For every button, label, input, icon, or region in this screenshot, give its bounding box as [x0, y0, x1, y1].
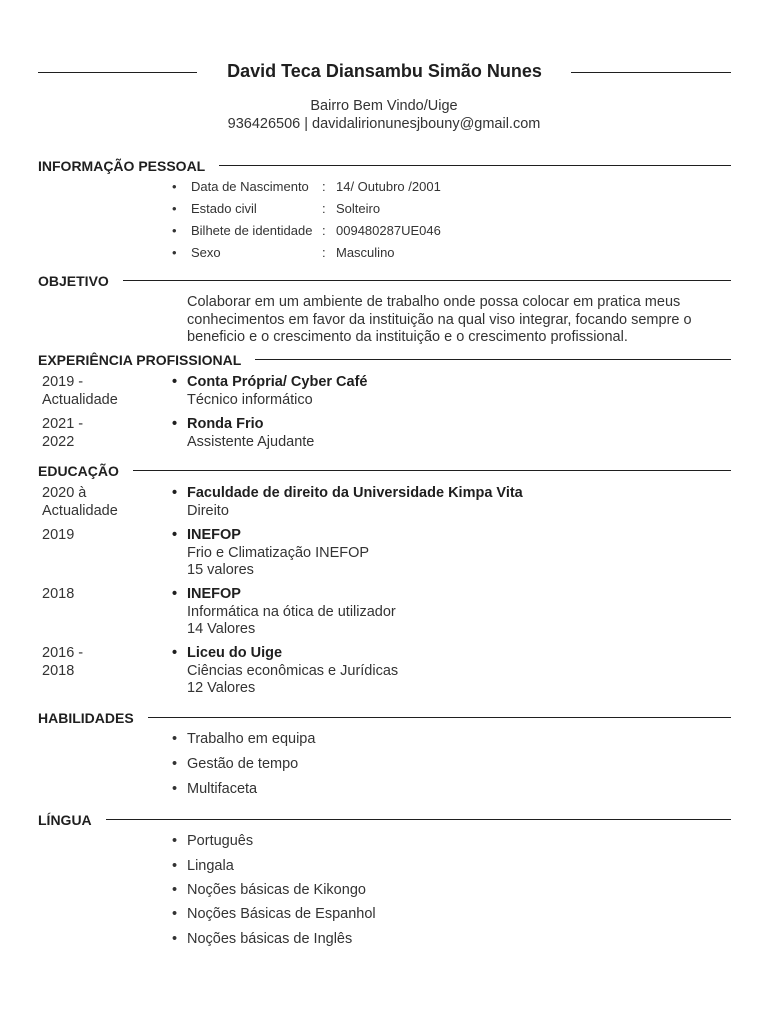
language-text: Português [187, 833, 254, 849]
language-text: Noções básicas de Inglês [187, 931, 353, 947]
period-start: 2018 [42, 586, 75, 602]
experience-period [42, 416, 152, 451]
bullet: • [172, 527, 178, 543]
section-title: HABILIDADES [38, 709, 148, 727]
bullet: • [172, 858, 178, 874]
education-period [42, 586, 152, 604]
period-start: 2021 - [42, 416, 84, 432]
entry-grade: 12 Valores [187, 680, 256, 696]
skill-text: Gestão de tempo [187, 756, 299, 772]
entry-title: Conta Própria/ Cyber Café [187, 374, 368, 390]
skill-text: Multifaceta [187, 781, 258, 797]
bullet: • [172, 223, 177, 238]
period-start: 2019 [42, 527, 75, 543]
entry-title: Liceu do Uige [187, 645, 283, 661]
bullet: • [172, 731, 178, 747]
period-start: 2016 - [42, 645, 84, 661]
bullet: • [172, 179, 177, 194]
period-end: Actualidade [42, 502, 118, 519]
colon: : [322, 179, 326, 194]
bullet: • [172, 645, 178, 661]
entry-detail: Direito [187, 502, 229, 519]
skill-text: Trabalho em equipa [187, 731, 316, 747]
period-end: 2018 [42, 662, 75, 679]
section-skills [38, 709, 731, 727]
info-label: Data de Nascimento [191, 179, 309, 194]
section-title: EXPERIÊNCIA PROFISSIONAL [38, 351, 255, 369]
contact-line[interactable]: 936426506 | davidalirionunesjbouny@gmail.com [227, 116, 541, 132]
experience-period [42, 374, 152, 409]
section-personal [38, 157, 731, 175]
entry-detail: Informática na ótica de utilizador [187, 603, 396, 620]
entry-title: INEFOP [187, 527, 241, 543]
bullet: • [172, 882, 178, 898]
name-header [38, 60, 731, 86]
bullet: • [172, 245, 177, 260]
colon: : [322, 201, 326, 216]
education-period [42, 527, 152, 545]
section-title: EDUCAÇÃO [38, 462, 133, 480]
info-value: Masculino [336, 245, 395, 260]
bullet: • [172, 485, 178, 501]
period-end: Actualidade [42, 391, 118, 408]
bullet: • [172, 374, 178, 390]
section-objective [38, 272, 731, 290]
divider [38, 470, 731, 471]
info-value: 14/ Outubro /2001 [336, 179, 441, 194]
section-education [38, 462, 731, 480]
objective-text: Colaborar em um ambiente de trabalho onde possa colocar em pratica meus conhecimentos em favor da instituição na qual viso integrar, focando sempre o beneficio e o crescimento da instituição e o crescimento profissional. [187, 294, 692, 345]
language-text: Noções básicas de Kikongo [187, 882, 366, 898]
period-start: 2020 à [42, 485, 87, 501]
bullet: • [172, 781, 178, 797]
section-language [38, 811, 731, 829]
entry-grade: 14 Valores [187, 621, 256, 637]
full-name: David Teca Diansambu Simão Nunes [227, 61, 542, 81]
entry-role: Técnico informático [187, 391, 313, 408]
bullet: • [172, 586, 178, 602]
entry-title: Ronda Frio [187, 416, 264, 432]
bullet: • [172, 201, 177, 216]
education-period [42, 645, 152, 680]
education-period [42, 485, 152, 520]
bullet: • [172, 416, 178, 432]
divider [38, 819, 731, 820]
section-title: LÍNGUA [38, 811, 106, 829]
entry-role: Assistente Ajudante [187, 433, 315, 450]
entry-grade: 15 valores [187, 562, 254, 578]
section-title: OBJETIVO [38, 272, 123, 290]
info-label: Sexo [191, 245, 221, 260]
colon: : [322, 223, 326, 238]
entry-title: Faculdade de direito da Universidade Kimpa Vita [187, 485, 523, 501]
divider [571, 72, 731, 73]
section-experience [38, 351, 731, 369]
entry-title: INEFOP [187, 586, 241, 602]
bullet: • [172, 756, 178, 772]
period-end: 2022 [42, 433, 75, 450]
colon: : [322, 245, 326, 260]
info-label: Bilhete de identidade [191, 223, 313, 238]
info-label: Estado civil [191, 201, 257, 216]
info-value: 009480287UE046 [336, 223, 441, 238]
info-value: Solteiro [336, 201, 381, 216]
language-text: Lingala [187, 858, 234, 874]
section-title: INFORMAÇÃO PESSOAL [38, 157, 219, 175]
language-text: Noções Básicas de Espanhol [187, 906, 376, 922]
divider [38, 280, 731, 281]
bullet: • [172, 906, 178, 922]
bullet: • [172, 931, 178, 947]
period-start: 2019 - [42, 374, 84, 390]
bullet: • [172, 833, 178, 849]
address: Bairro Bem Vindo/Uige [310, 98, 458, 114]
entry-detail: Ciências econômicas e Jurídicas [187, 662, 399, 679]
entry-detail: Frio e Climatização INEFOP [187, 544, 370, 561]
